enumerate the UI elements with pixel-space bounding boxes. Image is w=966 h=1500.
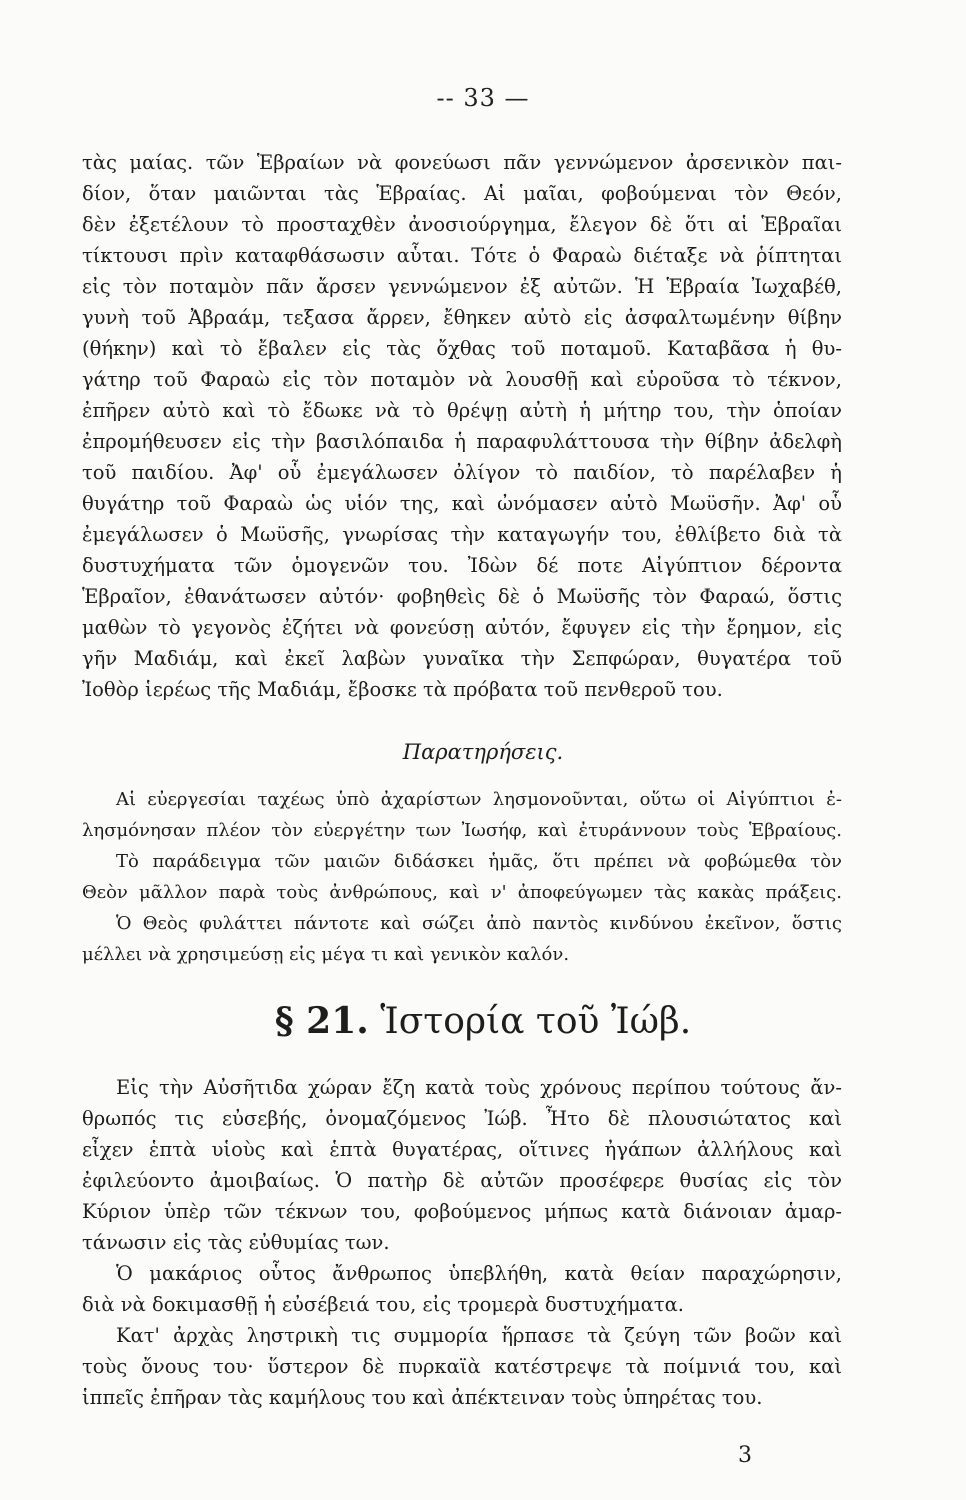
observations-heading: Παρατηρήσεις.	[402, 740, 564, 764]
text-line: δίον, ὅταν μαιῶνται τὰς Ἑβραίας. Αἱ μαῖαι, φοβούμεναι τὸν Θεόν,	[82, 182, 842, 205]
text-line: λησμόνησαν πλέον τὸν εὐεργέτην των Ἰωσήφ, καὶ ἐτυράννουν τοὺς Ἑβραίους.	[82, 820, 842, 841]
text-line: τίκτουσι πρὶν καταφθάσωσιν αὗται. Τότε ὁ Φαραὼ διέταξε νὰ ῥίπτηται	[82, 244, 842, 267]
text-line: τοὺς ὄνους του· ὕστερον δὲ πυρκαϊὰ κατέστρεψε τὰ ποίμνιά του, καὶ	[82, 1355, 842, 1378]
text-line: δυστυχήματα τῶν ὁμογενῶν του. Ἰδὼν δέ ποτε Αἰγύπτιον δέροντα	[82, 554, 842, 577]
text-line: τάνωσιν εἰς τὰς εὐθυμίας των.	[82, 1231, 390, 1254]
text-line: εἶχεν ἑπτὰ υἱοὺς καὶ ἑπτὰ θυγατέρας, οἵτινες ἠγάπων ἀλλήλους καὶ	[82, 1138, 842, 1161]
text-line: Ὁ μακάριος οὗτος ἄνθρωπος ὑπεβλήθη, κατὰ θείαν παραχώρησιν,	[116, 1262, 842, 1285]
text-line: εἰς τὸν ποταμὸν πᾶν ἄρσεν γεννώμενον ἐξ αὐτῶν. Ἡ Ἑβραία Ἰωχαβέθ,	[82, 275, 842, 298]
text-line: τοῦ παιδίου. Ἀφ' οὗ ἐμεγάλωσεν ὀλίγον τὸ παιδίον, τὸ παρέλαβεν ἡ	[82, 461, 842, 484]
text-line: Τὸ παράδειγμα τῶν μαιῶν διδάσκει ἡμᾶς, ὅτι πρέπει νὰ φοβώμεθα τὸν	[116, 851, 842, 872]
text-line: Κύριον ὑπὲρ τῶν τέκνων του, φοβούμενος μήπως κατὰ διάνοιαν ἁμαρ-	[82, 1200, 842, 1223]
text-line: Εἰς τὴν Αὐσῆτιδα χώραν ἔζη κατὰ τοὺς χρόνους περίπου τούτους ἄν-	[116, 1076, 842, 1099]
text-line: διὰ νὰ δοκιμασθῇ ἡ εὐσέβειά του, εἰς τρομερὰ δυστυχήματα.	[82, 1293, 684, 1316]
text-line: Θεὸν μᾶλλον παρὰ τοὺς ἀνθρώπους, καὶ ν' ἀποφεύγωμεν τὰς κακὰς πράξεις.	[82, 882, 842, 903]
text-line: Ἑβραῖον, ἐθανάτωσεν αὐτόν· φοβηθεὶς δὲ ὁ Μωϋσῆς τὸν Φαραώ, ὅστις	[82, 585, 842, 608]
text-line: Αἱ εὐεργεσίαι ταχέως ὑπὸ ἀχαρίστων λησμονοῦνται, οὕτω οἱ Αἰγύπτιοι ἐ-	[116, 789, 842, 810]
text-line: ἐπρομήθευσεν εἰς τὴν βασιλόπαιδα ἡ παραφυλάττουσα τὴν θίβην ἀδελφὴ	[82, 430, 842, 453]
text-line: γάτηρ τοῦ Φαραὼ εἰς τὸν ποταμὸν νὰ λουσθῇ καὶ εὑροῦσα τὸ τέκνον,	[82, 368, 842, 391]
text-line: τὰς μαίας. τῶν Ἑβραίων νὰ φονεύωσι πᾶν γεννώμενον ἀρσενικὸν παι-	[82, 151, 842, 174]
section-heading	[0, 1000, 966, 1042]
text-line: ἐπῆρεν αὐτὸ καὶ τὸ ἔδωκε νὰ τὸ θρέψῃ αὐτὴ ἡ μήτηρ του, τὴν ὁποίαν	[82, 399, 842, 422]
text-line: γυνὴ τοῦ Ἀβραάμ, τεξασα ἄρρεν, ἔθηκεν αὐτὸ εἰς ἀσφαλτωμένην θίβην	[82, 306, 842, 329]
paragraph-job	[82, 1072, 842, 1413]
text-line: δὲν ἐξετέλουν τὸ προσταχθὲν ἀνοσιούργημα, ἔλεγον δὲ ὅτι αἱ Ἑβραῖαι	[82, 213, 842, 236]
text-line: Ὁ Θεὸς φυλάττει πάντοτε καὶ σώζει ἀπὸ παντὸς κινδύνου ἐκεῖνον, ὅστις	[116, 913, 842, 934]
signature-mark: 3	[738, 1443, 752, 1468]
text-line: Κατ' ἀρχὰς ληστρικὴ τις συμμορία ἥρπασε τὰ ζεύγη τῶν βοῶν καὶ	[116, 1324, 842, 1347]
text-line: Ἰοθὸρ ἱερέως τῆς Μαδιάμ, ἔβοσκε τὰ πρόβατα τοῦ πενθεροῦ του.	[82, 678, 723, 701]
text-line: ἐμεγάλωσεν ὁ Μωϋσῆς, γνωρίσας τὴν καταγωγήν του, ἐθλίβετο διὰ τὰ	[82, 523, 842, 546]
text-line: θυγάτηρ τοῦ Φαραὼ ὡς υἱόν της, καὶ ὠνόμασεν αὐτὸ Μωϋσῆν. Ἀφ' οὗ	[82, 492, 842, 515]
observations-paragraph	[82, 784, 842, 970]
paragraph-moses	[82, 147, 842, 705]
text-line: μαθὼν τὸ γεγονὸς ἐζήτει νὰ φονεύσῃ αὐτόν, ἔφυγεν εἰς τὴν ἔρημον, εἰς	[82, 616, 842, 639]
text-line: (θήκην) καὶ τὸ ἔβαλεν εἰς τὰς ὄχθας τοῦ ποταμοῦ. Καταβᾶσα ἡ θυ-	[82, 337, 842, 360]
page-number-header: -- 33 —	[436, 84, 530, 112]
text-line: θρωπός τις εὐσεβής, ὀνομαζόμενος Ἰώβ. Ἦτο δὲ πλουσιώτατος καὶ	[82, 1107, 842, 1130]
text-line: γῆν Μαδιάμ, καὶ ἐκεῖ λαβὼν γυναῖκα τὴν Σεπφώραν, θυγατέρα τοῦ	[82, 647, 842, 670]
section-number: § 21.	[274, 1000, 369, 1042]
text-line: μέλλει νὰ χρησιμεύσῃ εἰς μέγα τι καὶ γενικὸν καλόν.	[82, 944, 570, 965]
text-line: ἐφιλεύοντο ἀμοιβαίως. Ὁ πατὴρ δὲ αὐτῶν προσέφερε θυσίας εἰς τὸν	[82, 1169, 842, 1192]
text-line: ἱππεῖς ἐπῆραν τὰς καμήλους του καὶ ἀπέκτειναν τοὺς ὑπηρέτας του.	[82, 1386, 763, 1409]
section-title: Ἱστορία τοῦ Ἰώβ.	[380, 1001, 692, 1042]
